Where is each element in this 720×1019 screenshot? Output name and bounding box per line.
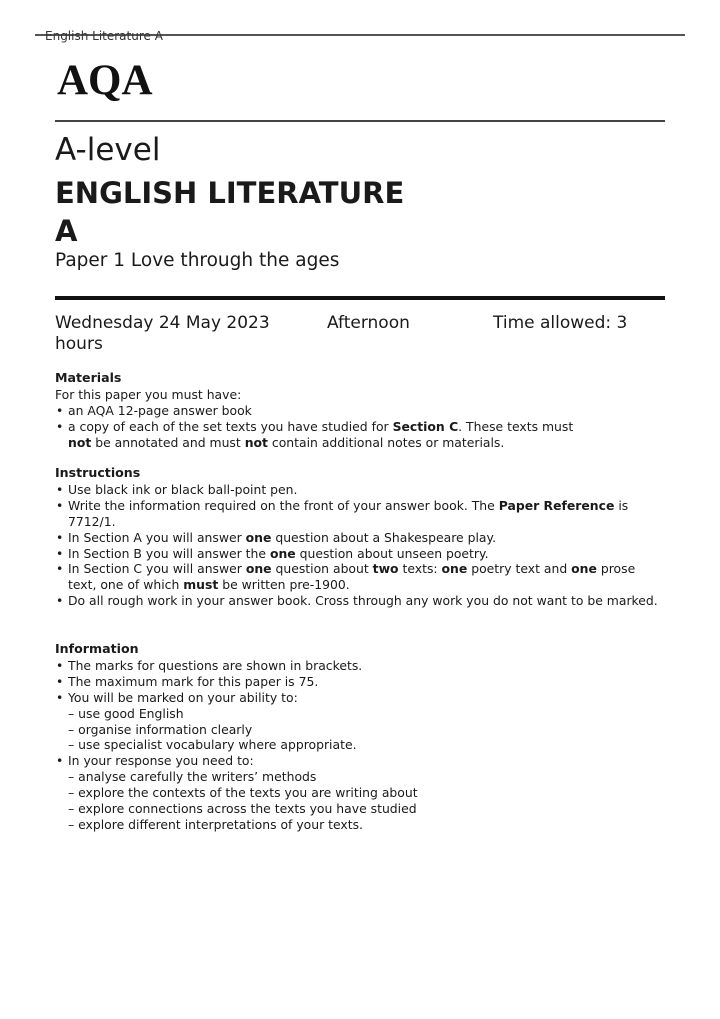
instructions-list — [55, 482, 665, 609]
sub-list-item: – explore connections across the texts you have studied — [68, 801, 417, 817]
list-item: • You will be marked on your ability to: — [55, 690, 665, 706]
text-segment: In Section C you will answer — [68, 561, 246, 577]
exam-session: Afternoon — [327, 313, 410, 333]
list-item — [55, 593, 665, 609]
text-segment: an AQA 12-page answer book — [68, 402, 252, 418]
subject-title — [55, 174, 404, 250]
text-segment: In Section A you will answer — [68, 529, 246, 545]
text-segment: one — [245, 561, 272, 577]
time-allowed: Time allowed: 3 — [493, 313, 628, 333]
text-segment: contain additional notes or materials. — [267, 434, 505, 450]
text-segment: Do all rough work in your answer book. Cross through any work you do not want to be marked. — [68, 593, 658, 609]
text-segment: be annotated and must — [91, 434, 245, 450]
divider — [55, 120, 665, 122]
text-segment: Use black ink or black ball-point pen. — [68, 481, 298, 497]
text-segment: one — [245, 529, 272, 545]
sub-list-item: – analyse carefully the writers’ methods — [68, 769, 317, 785]
text-segment: two — [372, 561, 399, 577]
list-item — [55, 561, 665, 593]
sub-list-item: – explore different interpretations of your texts. — [68, 816, 363, 832]
text-segment: texts: — [398, 561, 442, 577]
sub-list-item: – organise information clearly — [68, 721, 253, 737]
text-segment: question about unseen poetry. — [295, 545, 489, 561]
paper-title: Paper 1 Love through the ages — [55, 250, 340, 271]
materials-intro: For this paper you must have: — [55, 386, 242, 402]
subject-line-2: A — [55, 214, 78, 248]
sub-list-item: – explore the contexts of the texts you are writing about — [68, 785, 418, 801]
text-segment: is 7712/1. — [68, 497, 629, 529]
text-segment: question about — [271, 561, 373, 577]
list-item — [55, 498, 665, 530]
subject-line-1: ENGLISH LITERATURE — [55, 176, 405, 210]
text-segment: not — [68, 434, 92, 450]
list-item: • In your response you need to: — [55, 753, 665, 769]
information-section — [55, 641, 665, 833]
materials-heading: Materials — [55, 370, 122, 385]
text-segment: must — [183, 577, 219, 593]
text-segment: be written pre-1900. — [218, 577, 350, 593]
running-title: English Literature A — [45, 29, 163, 43]
sub-list-item: – use specialist vocabulary where appropriate. — [68, 737, 357, 753]
text-segment: prose text, one of which — [68, 561, 636, 593]
text-segment: a copy of each of the set texts you have studied for — [68, 418, 393, 434]
sub-list-item: – use good English — [68, 705, 184, 721]
text-segment: poetry text and — [467, 561, 572, 577]
thick-divider — [55, 296, 665, 300]
text-segment: one — [571, 561, 597, 577]
qualification-level: A-level — [55, 132, 161, 168]
aqa-logo: AQA — [57, 57, 153, 104]
information-heading: Information — [55, 641, 139, 656]
materials-section — [55, 370, 665, 451]
text-segment: Write the information required on the front of your answer book. The — [68, 497, 499, 513]
list-item: • The marks for questions are shown in brackets. — [55, 658, 665, 674]
exam-details — [55, 313, 655, 355]
text-segment: Paper Reference — [498, 497, 615, 513]
text-segment: In Section B you will answer the — [68, 545, 270, 561]
text-segment: . These texts must — [458, 418, 574, 434]
exam-date: Wednesday 24 May 2023 — [55, 313, 270, 333]
information-list — [55, 658, 665, 833]
list-item — [55, 403, 575, 419]
instructions-heading: Instructions — [55, 465, 141, 480]
instructions-section — [55, 465, 665, 609]
list-item — [55, 419, 575, 451]
text-segment: one — [269, 545, 296, 561]
list-item — [55, 482, 665, 498]
text-segment: question about a Shakespeare play. — [271, 529, 497, 545]
time-allowed-cont: hours — [55, 334, 103, 354]
text-segment: Section C — [392, 418, 459, 434]
materials-list — [55, 403, 575, 451]
list-item — [55, 530, 665, 546]
list-item — [55, 546, 665, 562]
list-item: • The maximum mark for this paper is 75. — [55, 674, 665, 690]
text-segment: one — [441, 561, 468, 577]
text-segment: not — [244, 434, 268, 450]
